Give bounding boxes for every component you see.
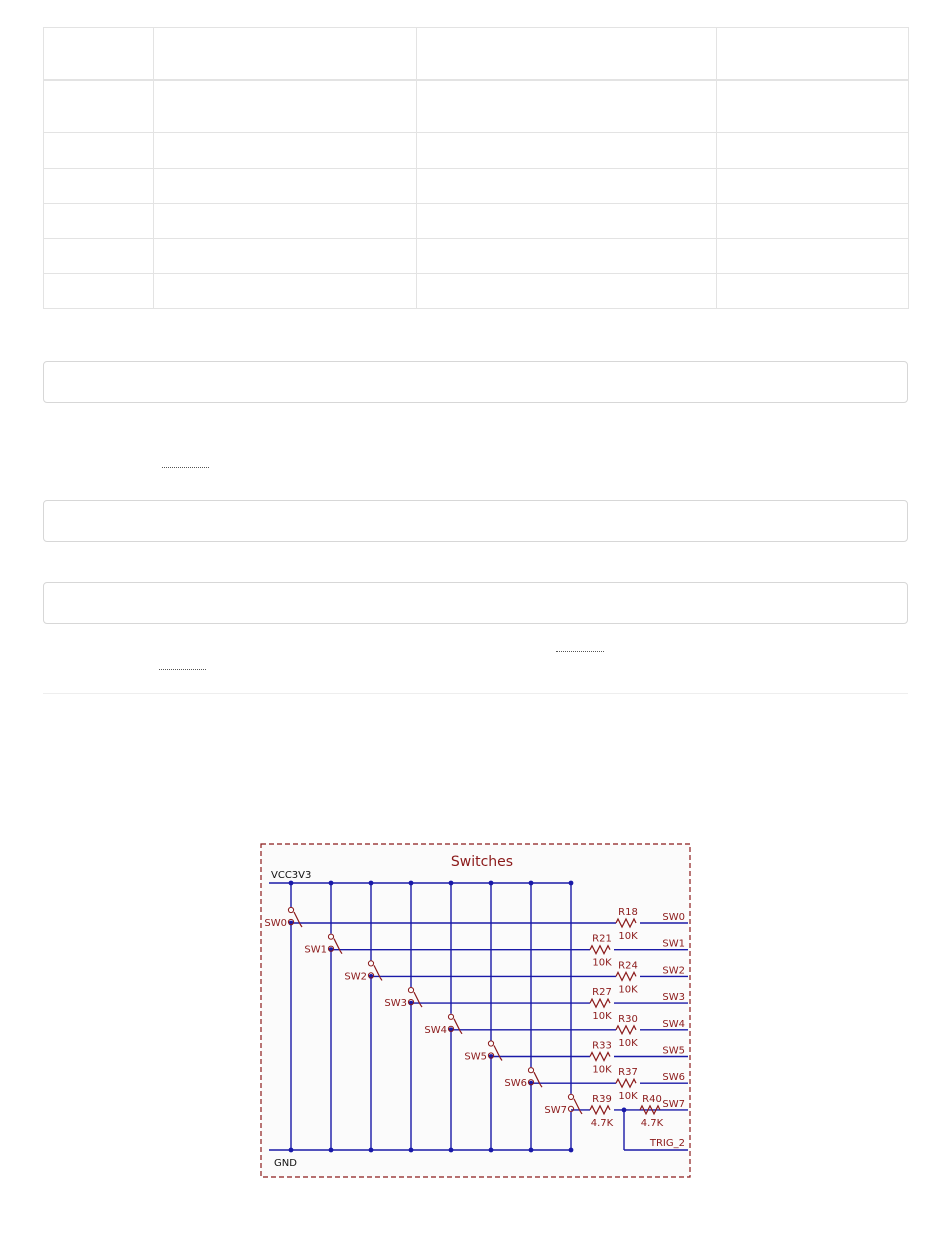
switch-label: SW1 bbox=[304, 944, 327, 956]
inline-link-1[interactable] bbox=[162, 467, 209, 468]
resistor-name: R27 bbox=[592, 987, 612, 999]
resistor-value: 10K bbox=[592, 1064, 612, 1076]
code-block-2 bbox=[43, 500, 908, 542]
table-header-row bbox=[44, 28, 909, 81]
resistor-name: R39 bbox=[592, 1093, 612, 1105]
resistor-name: R33 bbox=[592, 1040, 612, 1052]
resistor-name: R24 bbox=[618, 960, 638, 972]
switches-schematic bbox=[260, 843, 692, 1179]
ground-label: GND bbox=[274, 1158, 297, 1169]
resistor-value: 10K bbox=[618, 1037, 638, 1049]
switch-label: SW3 bbox=[384, 998, 407, 1010]
resistor-name: R40 bbox=[642, 1093, 662, 1105]
resistor-value: 10K bbox=[592, 957, 612, 969]
net-label: SW3 bbox=[662, 992, 685, 1004]
trigger-label: TRIG_2 bbox=[649, 1138, 685, 1149]
table-row bbox=[44, 133, 909, 168]
resistor-value: 4.7K bbox=[590, 1117, 614, 1129]
resistor-name: R30 bbox=[618, 1013, 638, 1025]
inline-link-2[interactable] bbox=[556, 651, 604, 652]
code-block-3 bbox=[43, 582, 908, 624]
switch-label: SW7 bbox=[544, 1104, 567, 1116]
table-row bbox=[44, 80, 909, 133]
switch-label: SW4 bbox=[424, 1024, 447, 1036]
net-label: SW4 bbox=[662, 1018, 685, 1030]
switch-label: SW0 bbox=[264, 918, 287, 929]
net-label: SW0 bbox=[662, 912, 685, 923]
net-label: SW6 bbox=[662, 1072, 685, 1084]
table-row bbox=[44, 203, 909, 238]
inline-link-3[interactable] bbox=[159, 669, 206, 670]
resistor-name: R18 bbox=[618, 907, 638, 918]
schematic-title: Switches bbox=[450, 854, 514, 870]
empty-table bbox=[43, 27, 909, 309]
net-label: SW1 bbox=[662, 938, 685, 950]
power-label: VCC3V3 bbox=[271, 870, 312, 881]
table-row bbox=[44, 238, 909, 273]
schematic-svg bbox=[260, 843, 692, 1179]
resistor-value: 10K bbox=[618, 1091, 638, 1103]
resistor-value: 10K bbox=[618, 931, 638, 942]
code-block-1 bbox=[43, 361, 908, 403]
resistor-value: 4.7K bbox=[640, 1117, 664, 1129]
resistor-value: 10K bbox=[592, 1011, 612, 1023]
net-label: SW5 bbox=[662, 1045, 685, 1057]
table-row bbox=[44, 273, 909, 308]
table-row bbox=[44, 168, 909, 203]
net-label: SW2 bbox=[662, 965, 685, 977]
section-divider bbox=[43, 693, 908, 694]
resistor-value: 10K bbox=[618, 984, 638, 996]
switch-label: SW2 bbox=[344, 971, 367, 983]
resistor-name: R21 bbox=[592, 933, 612, 945]
net-label: SW7 bbox=[662, 1098, 685, 1110]
resistor-name: R37 bbox=[618, 1067, 638, 1079]
switch-label: SW5 bbox=[464, 1051, 487, 1063]
switch-label: SW6 bbox=[504, 1078, 527, 1090]
schematic-border bbox=[261, 844, 690, 1177]
